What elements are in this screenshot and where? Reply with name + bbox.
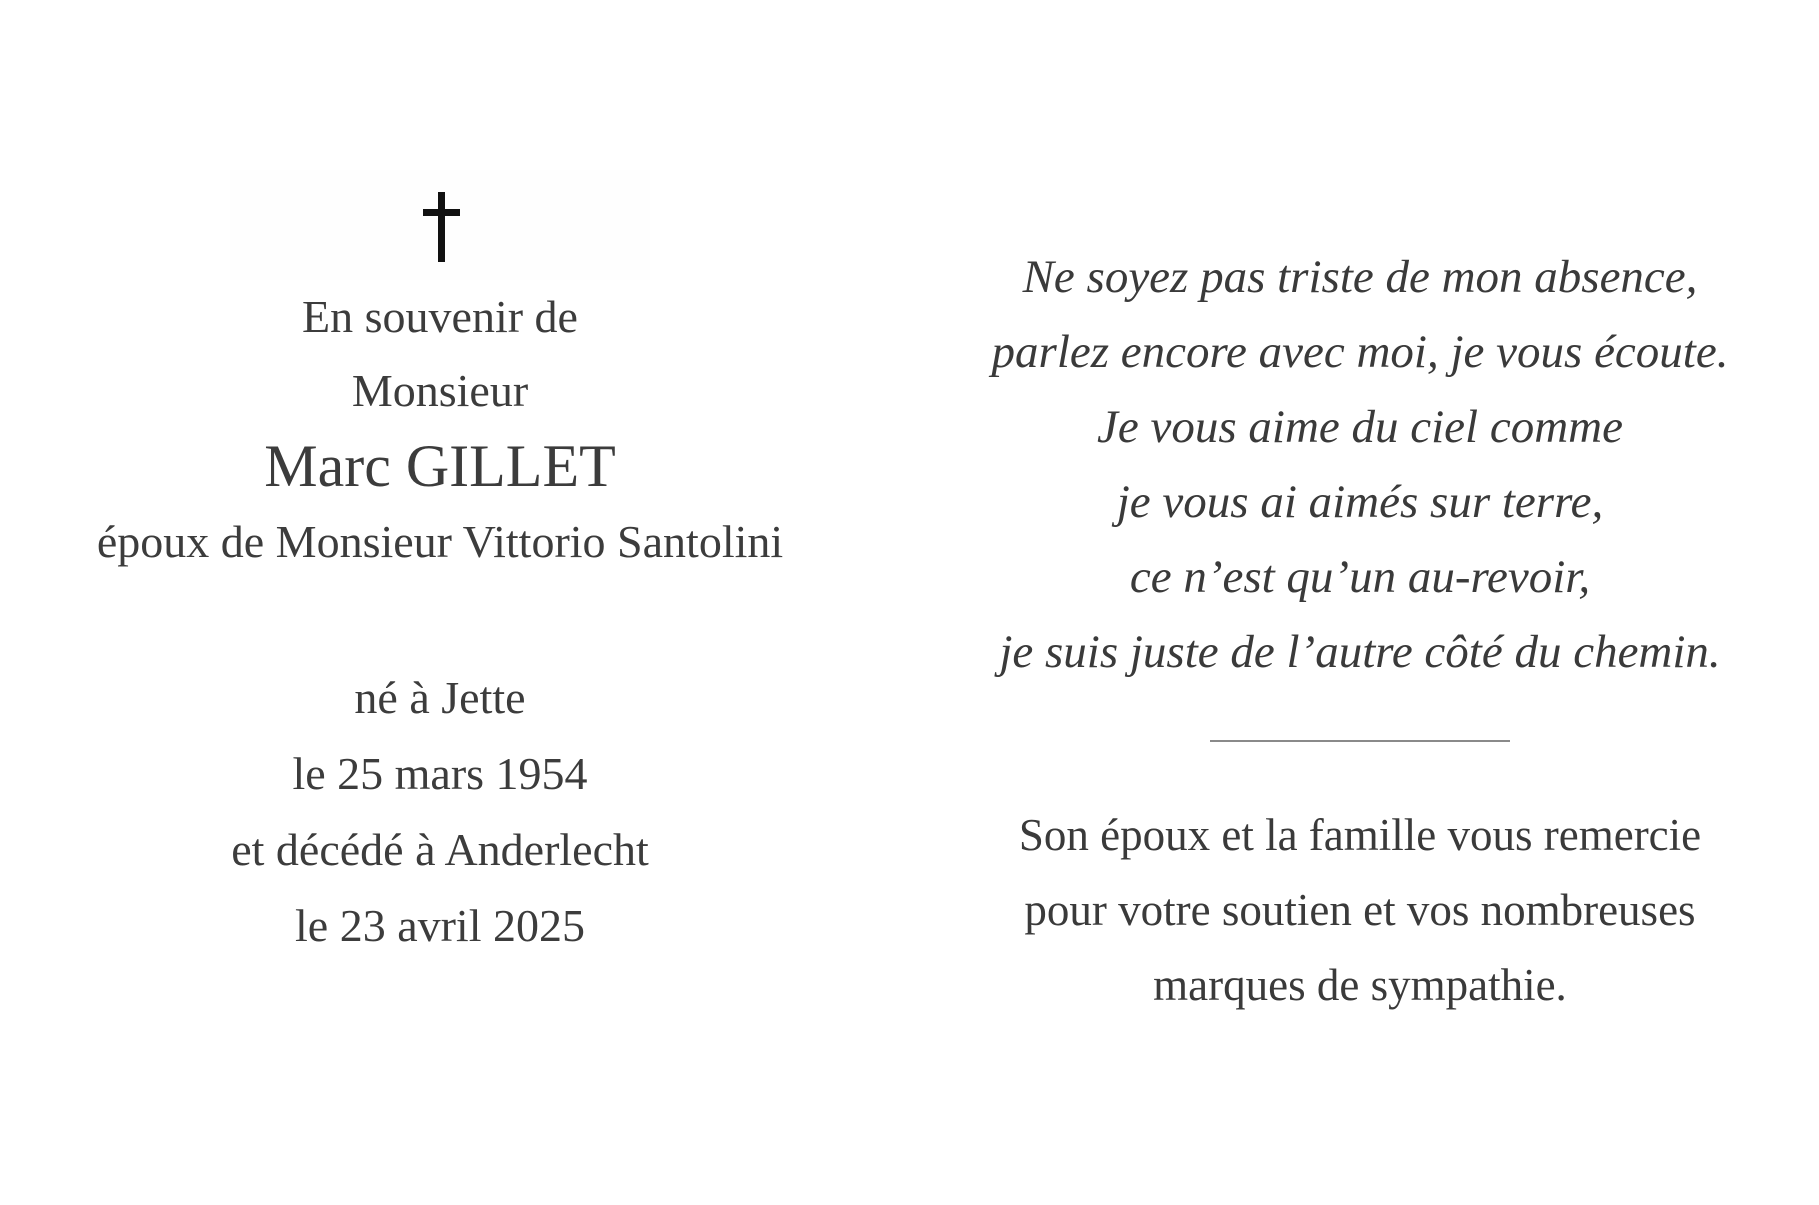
deceased-name: Marc GILLET [264,433,616,499]
separator-line [1210,740,1510,742]
cross-icon [417,192,467,262]
spacer [40,580,840,660]
thanks-message [950,798,1770,1023]
death-date-text: le 23 avril 2025 [295,900,585,951]
honorific-text: Monsieur [351,365,529,416]
cross-area [230,170,650,280]
memorial-right-panel [950,240,1770,1023]
poem-line: Ne soyez pas triste de mon absence, [1022,251,1698,303]
thanks-line: marques de sympathie. [1153,960,1567,1010]
poem [950,240,1770,690]
poem-line: je suis juste de l’autre côté du chemin. [999,626,1721,678]
souvenir-text: En souvenir de [302,291,578,342]
death-place-text: et décédé à Anderlecht [231,824,649,875]
thanks-line: Son époux et la famille vous remercie [1018,810,1702,860]
birth-place-text: né à Jette [354,672,526,723]
birth-date-text: le 25 mars 1954 [292,748,588,799]
thanks-line: pour votre soutien et vos nombreuses [1024,885,1696,935]
spouse-text: époux de Monsieur Vittorio Santolini [96,516,784,567]
poem-line: Je vous aime du ciel comme [1097,401,1623,453]
poem-line: parlez encore avec moi, je vous écoute. [991,326,1729,378]
memorial-left-panel [40,170,840,964]
poem-line: je vous ai aimés sur terre, [1116,476,1604,528]
poem-line: ce n’est qu’un au-revoir, [1129,551,1591,603]
